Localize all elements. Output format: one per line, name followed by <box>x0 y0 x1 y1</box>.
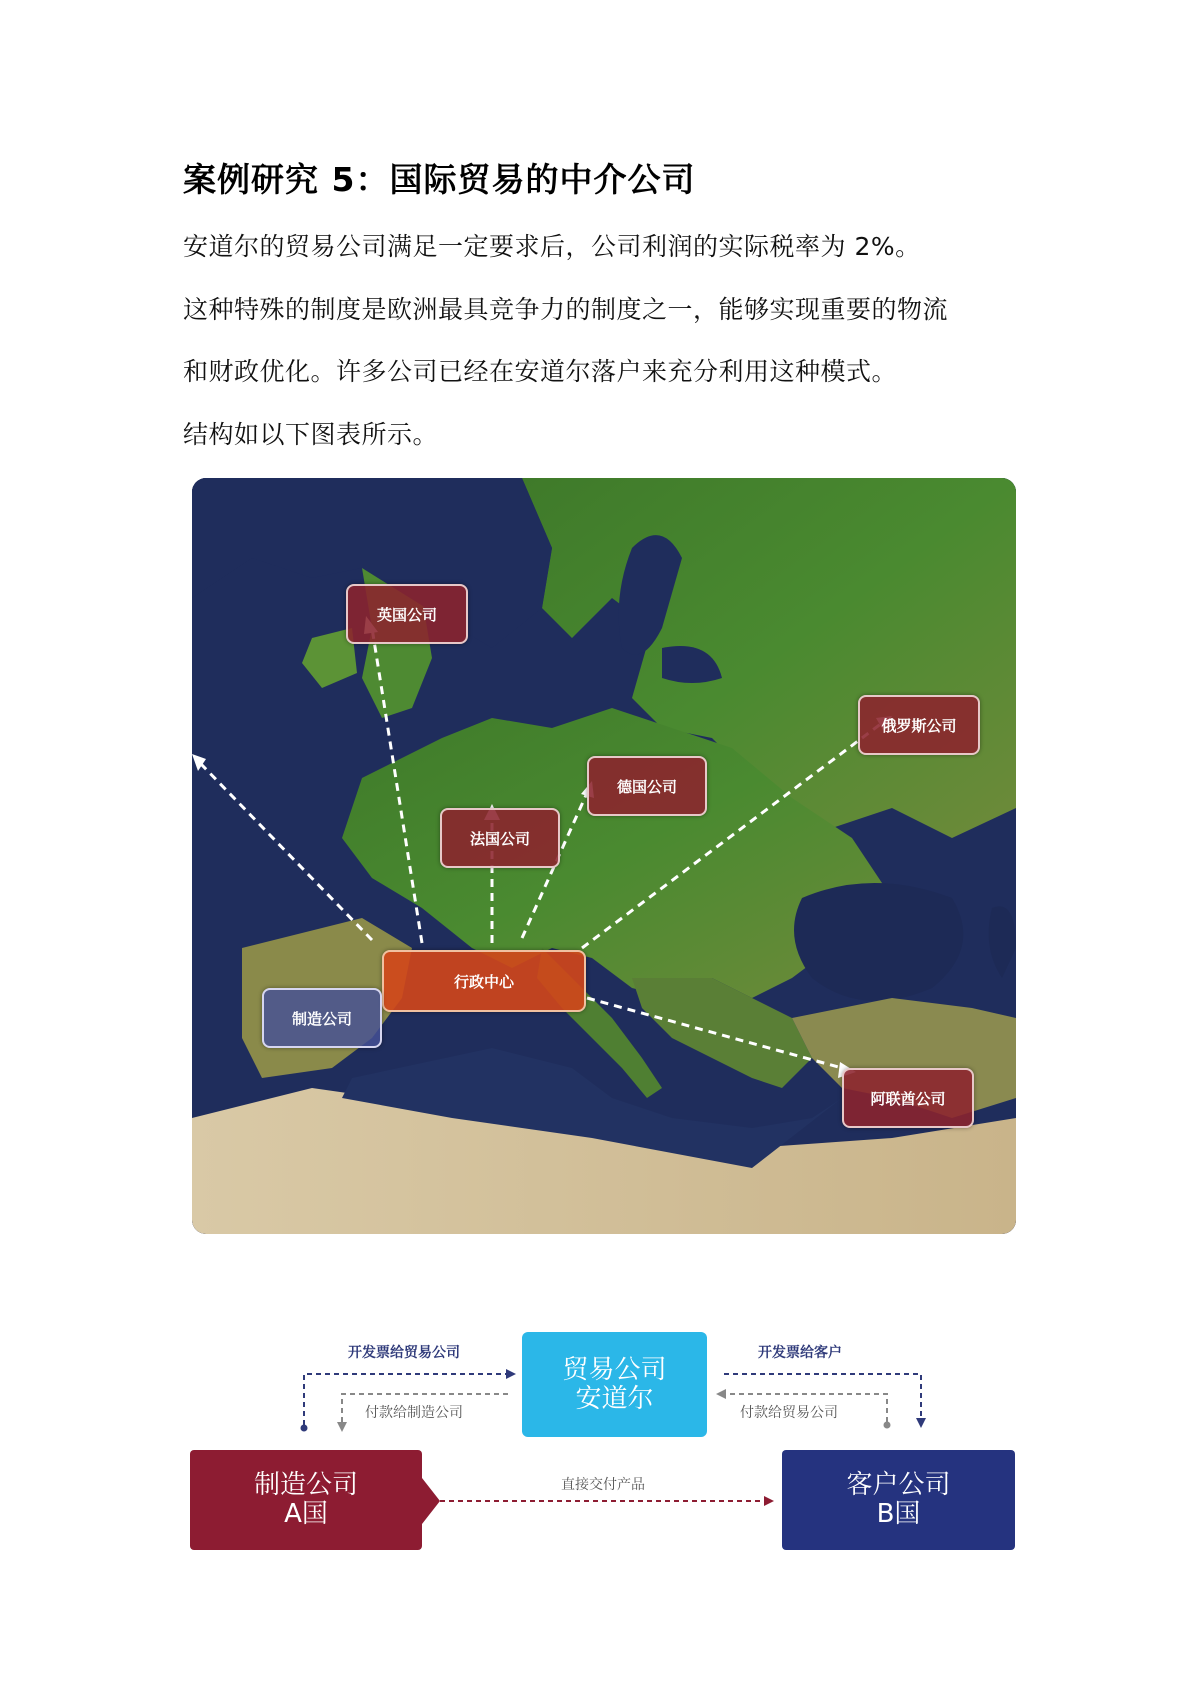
paragraph-3: 和财政优化。许多公司已经在安道尔落户来充分利用这种模式。 <box>183 357 898 386</box>
paragraph-1: 安道尔的贸易公司满足一定要求后，公司利润的实际税率为 2%。 <box>183 232 921 261</box>
trade-company-location: 安道尔 <box>575 1383 654 1414</box>
map-label-france: 法国公司 <box>440 808 560 868</box>
map-label-manufacturer: 制造公司 <box>262 988 382 1048</box>
flow-label-invoice-to-trade: 开发票给贸易公司 <box>348 1345 460 1361</box>
map-label-germany: 德国公司 <box>587 756 707 816</box>
map-label-uk: 英国公司 <box>346 584 468 644</box>
flow-label-invoice-to-customer: 开发票给客户 <box>758 1345 842 1361</box>
map-label-hq: 行政中心 <box>382 950 586 1012</box>
manufacturer-country: A国 <box>284 1499 328 1529</box>
manufacturer-box <box>190 1450 422 1550</box>
flow-label-direct-delivery: 直接交付产品 <box>561 1477 645 1493</box>
customer-box <box>782 1450 1015 1550</box>
paragraph-4: 结构如以下图表所示。 <box>183 420 439 449</box>
customer-name: 客户公司 <box>846 1470 951 1501</box>
trade-company-box <box>522 1332 707 1437</box>
flow-label-pay-trade: 付款给贸易公司 <box>740 1405 838 1421</box>
manufacturer-name: 制造公司 <box>253 1470 358 1501</box>
customer-country: B国 <box>876 1499 921 1529</box>
page-title: 案例研究 5：国际贸易的中介公司 <box>183 160 696 199</box>
paragraph-2: 这种特殊的制度是欧洲最具竞争力的制度之一，能够实现重要的物流 <box>183 295 949 324</box>
trade-company-name: 贸易公司 <box>562 1354 667 1385</box>
map-label-uae: 阿联酋公司 <box>842 1068 974 1128</box>
map-label-russia: 俄罗斯公司 <box>858 695 980 755</box>
flow-label-pay-manufacturer: 付款给制造公司 <box>365 1405 463 1421</box>
